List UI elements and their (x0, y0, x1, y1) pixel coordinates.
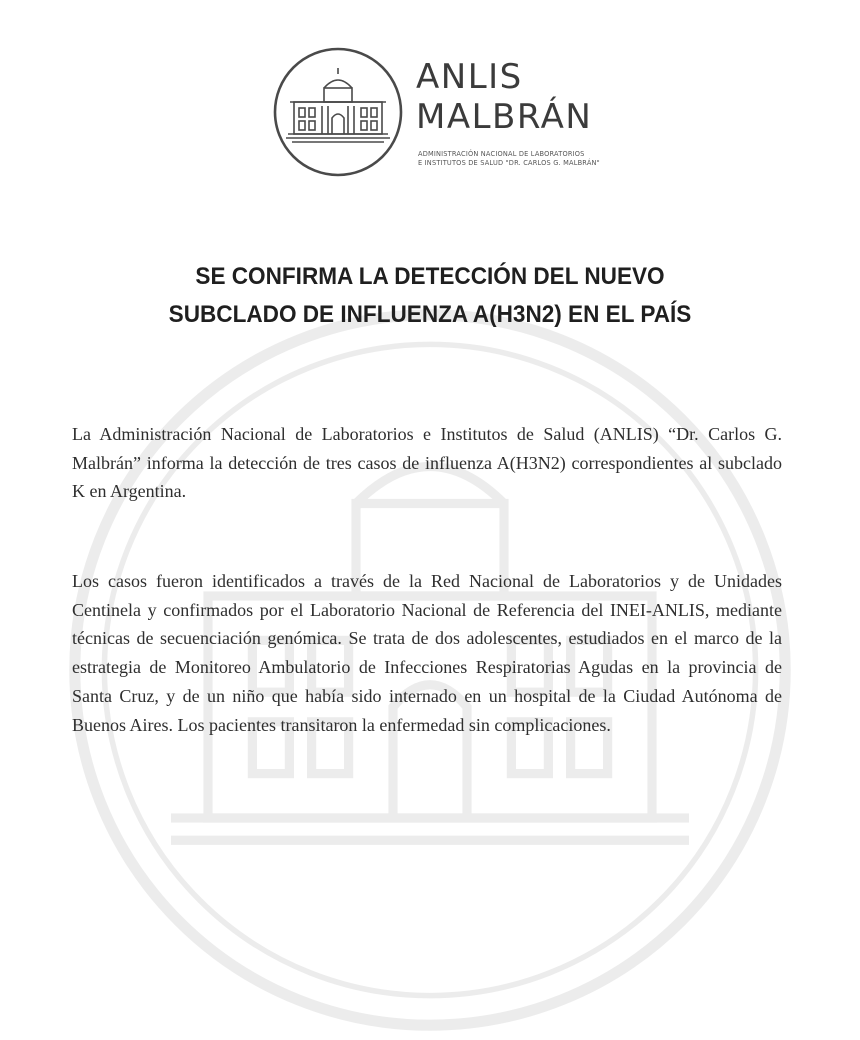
title-line1: SE CONFIRMA LA DETECCIÓN DEL NUEVO (195, 263, 665, 290)
brand-subtitle-line2: E INSTITUTOS DE SALUD "DR. CARLOS G. MALBRÁN" (418, 159, 600, 167)
paragraph-details: Los casos fueron identificados a través de la Red Nacional de Laboratorios y de Unidades Centinela y confirmados por el Laboratorio Nacional de Referencia del INEI-ANLIS, mediante técnicas de secuenciación genómica. Se trata de dos adolescentes, estudiados en el marco de la estrategia de Monitoreo Ambulatorio de Infecciones Respiratorias Agudas en la provincia de Santa Cruz, y de un niño que había sido internado en un hospital de la Ciudad Autónoma de Buenos Aires. Los pacientes transitaron la enfermedad sin complicaciones. (72, 571, 782, 735)
header-brand (272, 46, 632, 176)
brand-name-line1: ANLIS (416, 57, 523, 97)
brand-name-line2: MALBRÁN (416, 97, 593, 137)
document-title (82, 258, 778, 334)
title-line2: SUBCLADO DE INFLUENZA A(H3N2) EN EL PAÍS (168, 301, 692, 328)
paragraph-intro: La Administración Nacional de Laboratorios e Institutos de Salud (ANLIS) “Dr. Carlos G. Malbrán” informa la detección de tres casos de influenza A(H3N2) correspondientes al subclado K en Argentina. (72, 424, 782, 502)
building-seal-icon (272, 46, 404, 178)
brand-subtitle-line1: ADMINISTRACIÓN NACIONAL DE LABORATORIOS (418, 150, 585, 158)
brand-subtitle (418, 150, 600, 168)
